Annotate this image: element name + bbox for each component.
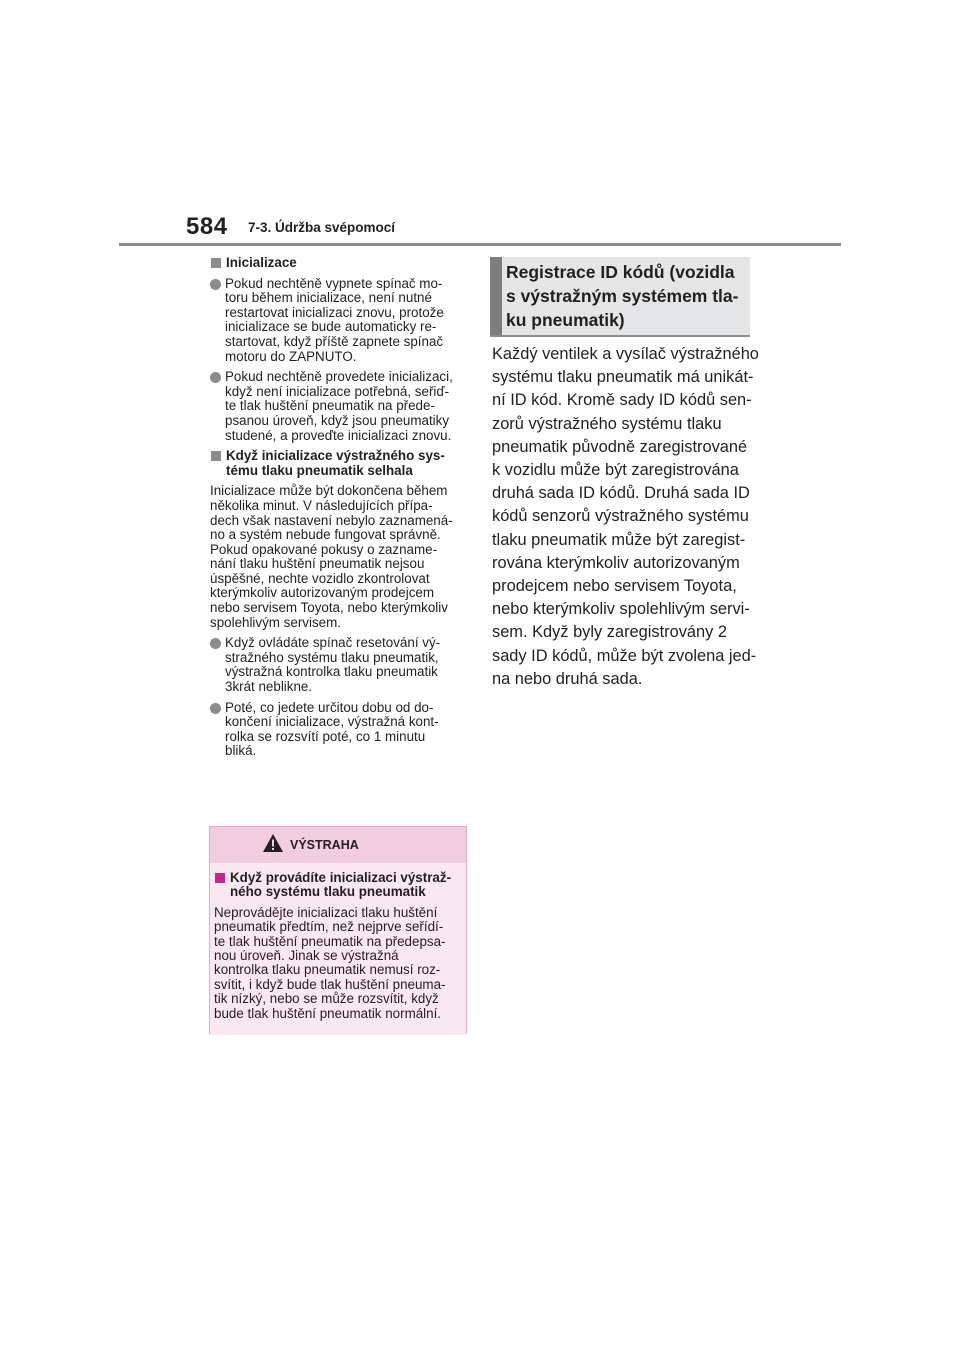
bullet-item [210, 636, 470, 694]
text-line: Když provádíte inicializaci výstraž- [230, 870, 452, 885]
square-bullet-icon [215, 873, 225, 883]
text-line: kontrolka tlaku pneumatik nemusí roz- [214, 962, 441, 978]
heading-initialization-failed [210, 449, 470, 478]
warning-box [209, 826, 467, 1034]
text-line: Registrace ID kódů (vozidla [506, 262, 735, 282]
text-line: Neprovádějte inicializaci tlaku huštění [214, 904, 438, 920]
registration-text [492, 343, 759, 691]
text-line: Pokud nechtěně provedete inicializaci, [225, 369, 453, 385]
warning-header [210, 827, 466, 863]
section-title: 7-3. Údržba svépomocí [248, 220, 396, 235]
text-line: tému tlaku pneumatik selhala [226, 462, 413, 478]
paragraph [210, 484, 470, 630]
circle-bullet-icon [210, 372, 221, 383]
text-line: několika minut. V následujících přípa- [210, 497, 433, 513]
text-line: pneumatik původně zaregistrované [492, 437, 748, 456]
text-line: druhá sada ID kódů. Druhá sada ID [492, 484, 750, 503]
text-line: Pokud nechtěně vypnete spínač mo- [225, 275, 443, 291]
text-line: úspěšné, nechte vozidlo zkontrolovat [210, 570, 430, 586]
text-line: psanou úroveň, když jsou pneumatiky [225, 412, 450, 428]
left-column [210, 256, 470, 765]
text-line: ní ID kód. Kromě sady ID kódů sen- [492, 391, 752, 410]
text-line: 3krát neblikne. [225, 679, 313, 695]
circle-bullet-icon [210, 703, 221, 714]
text-line: když není inicializace potřebná, seřiď- [225, 383, 450, 399]
text-line: spolehlivým servisem. [210, 614, 341, 630]
heading-text: Inicializace [226, 255, 297, 270]
square-bullet-icon [211, 258, 221, 268]
circle-bullet-icon [210, 638, 221, 649]
text-line: restartovat inicializaci znovu, protože [225, 304, 444, 320]
warning-title: VÝSTRAHA [290, 838, 359, 852]
text-line: Pokud opakované pokusy o zazname- [210, 541, 438, 557]
text-line: Když ovládáte spínač resetování vý- [225, 635, 441, 651]
text-line: končení inicializace, výstražná kont- [225, 714, 439, 730]
warning-body [210, 863, 466, 1035]
text-line: stražného systému tlaku pneumatik, [225, 649, 439, 665]
text-line: nebo servisem Toyota, nebo kterýmkoliv [210, 600, 448, 616]
text-line: s výstražným systémem tla- [506, 286, 739, 306]
text-line: svítit, i když bude tlak huštění pneuma- [214, 976, 446, 992]
text-line: inicializace se bude automaticky re- [225, 319, 437, 335]
page-number: 584 [186, 213, 228, 240]
text-line: dech však nastavení nebylo zaznamená- [210, 512, 453, 528]
bullet-item [210, 277, 470, 365]
square-bullet-icon [211, 451, 221, 461]
text-line: ného systému tlaku pneumatik [230, 884, 426, 900]
text-line: bude tlak huštění pneumatik normální. [214, 1005, 442, 1021]
text-line: zorů výstražného systému tlaku [492, 414, 722, 433]
text-line: tik nízký, nebo se může rozsvítit, když [214, 991, 439, 1007]
warning-triangle-icon [262, 833, 284, 853]
text-line: Poté, co jedete určitou dobu od do- [225, 699, 434, 715]
text-line: sady ID kódů, může být zvolena jed- [492, 646, 757, 665]
text-line: toru během inicializace, není nutné [225, 290, 432, 306]
text-line: kódů senzorů výstražného systému [492, 507, 749, 526]
warning-text [214, 906, 462, 1021]
heading-initialization [210, 256, 470, 271]
text-line: no a systém nebude fungovat správně. [210, 527, 441, 543]
bullet-item [210, 701, 470, 759]
text-line: výstražná kontrolka tlaku pneumatik [225, 664, 438, 680]
heading-accent-bar [490, 257, 502, 335]
text-line: kterýmkoliv autorizovaným prodejcem [210, 585, 434, 601]
text-line: rolka se rozsvítí poté, co 1 minutu [225, 728, 426, 744]
text-line: bliká. [225, 743, 257, 759]
text-line: ku pneumatik) [506, 310, 625, 330]
text-line: Inicializace může být dokončena během [210, 483, 448, 499]
text-line: te tlak huštění pneumatik na předepsa- [214, 933, 446, 949]
text-line: k vozidlu může být zaregistrována [492, 461, 739, 480]
text-line: Když inicializace výstražného sys- [226, 448, 445, 464]
text-line: nou úroveň. Jinak se výstražná [214, 948, 399, 964]
text-line: sem. Když byly zaregistrovány 2 [492, 623, 728, 642]
registration-heading-box [490, 257, 750, 337]
text-line: na nebo druhá sada. [492, 669, 643, 688]
text-line: pneumatik předtím, než nejprve seřídí- [214, 919, 444, 935]
text-line: rována kterýmkoliv autorizovaným [492, 553, 740, 572]
text-line: systému tlaku pneumatik má unikát- [492, 368, 754, 387]
registration-title [506, 260, 746, 332]
text-line: motoru do ZAPNUTO. [225, 348, 357, 364]
warning-heading [214, 871, 462, 900]
text-line: studené, a proveďte inicializaci znovu. [225, 427, 452, 443]
text-line: nání tlaku huštění pneumatik nejsou [210, 556, 425, 572]
text-line: Každý ventilek a vysílač výstražného [492, 345, 759, 363]
text-line: startovat, když příště zapnete spínač [225, 333, 444, 349]
text-line: nebo kterýmkoliv spolehlivým servi- [492, 600, 750, 619]
bullet-item [210, 370, 470, 443]
circle-bullet-icon [210, 279, 221, 290]
text-line: te tlak huštění pneumatik na přede- [225, 398, 435, 414]
text-line: prodejcem nebo servisem Toyota, [492, 577, 737, 596]
header-rule [119, 243, 841, 246]
text-line: tlaku pneumatik může být zaregist- [492, 530, 746, 549]
